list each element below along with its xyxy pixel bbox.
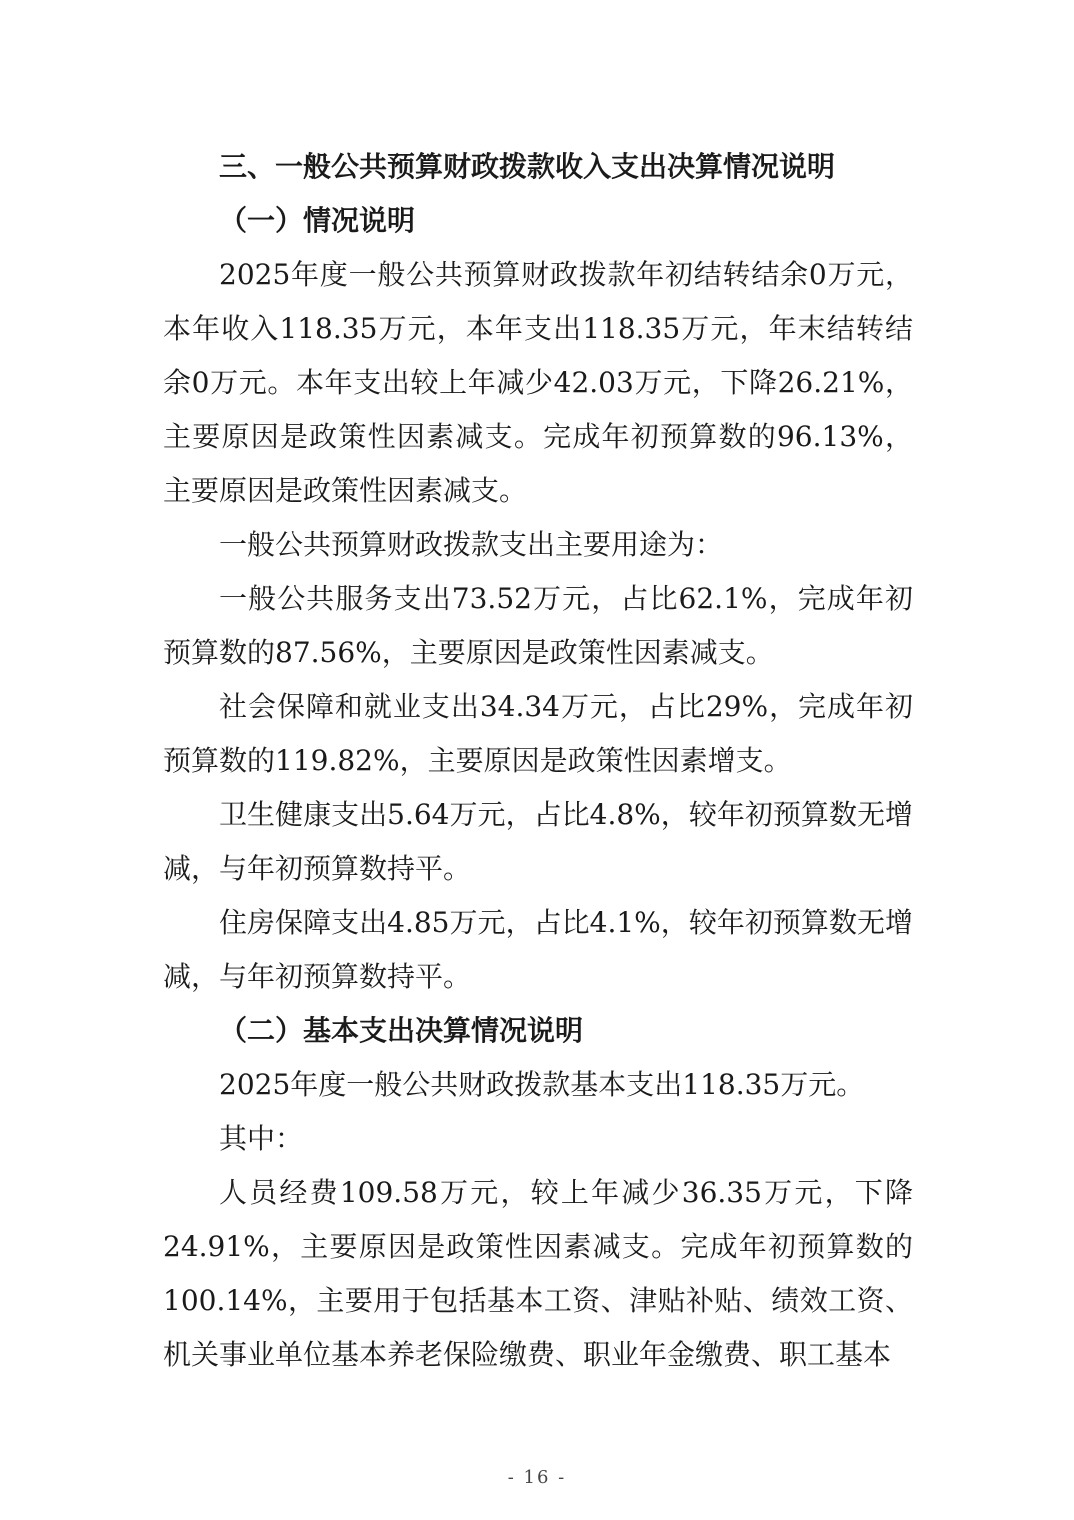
document-body bbox=[163, 140, 913, 1382]
paragraph-4: 社会保障和就业支出34.34万元，占比29%，完成年初预算数的119.82%，主要原因是政策性因素增支。 bbox=[163, 690, 913, 777]
paragraph-1: 2025年度一般公共预算财政拨款年初结转结余0万元，本年收入118.35万元，本年支出118.35万元，年末结转结余0万元。本年支出较上年减少42.03万元，下降26.21%，主要原因是政策性因素减支。完成年初预算数的96.13%，主要原因是政策性因素减支。 bbox=[163, 258, 913, 507]
subsection-title-1: （一）情况说明 bbox=[219, 204, 416, 237]
section-title: 三、一般公共预算财政拨款收入支出决算情况说明 bbox=[219, 150, 836, 183]
paragraph-8: 其中： bbox=[219, 1122, 304, 1155]
paragraph-7: 2025年度一般公共财政拨款基本支出118.35万元。 bbox=[219, 1068, 865, 1101]
page-number: - 16 - bbox=[507, 1467, 567, 1488]
paragraph-9: 人员经费109.58万元，较上年减少36.35万元，下降24.91%，主要原因是政策性因素减支。完成年初预算数的100.14%，主要用于包括基本工资、津贴补贴、绩效工资、机关事业单位基本养老保险缴费、职业年金缴费、职工基本 bbox=[163, 1176, 913, 1371]
subsection-title-2: （二）基本支出决算情况说明 bbox=[219, 1014, 584, 1047]
paragraph-5: 卫生健康支出5.64万元，占比4.8%，较年初预算数无增减，与年初预算数持平。 bbox=[163, 798, 913, 885]
paragraph-2: 一般公共预算财政拨款支出主要用途为： bbox=[219, 528, 724, 561]
paragraph-3: 一般公共服务支出73.52万元，占比62.1%，完成年初预算数的87.56%，主要原因是政策性因素减支。 bbox=[163, 582, 913, 669]
paragraph-6: 住房保障支出4.85万元，占比4.1%，较年初预算数无增减，与年初预算数持平。 bbox=[163, 906, 913, 993]
